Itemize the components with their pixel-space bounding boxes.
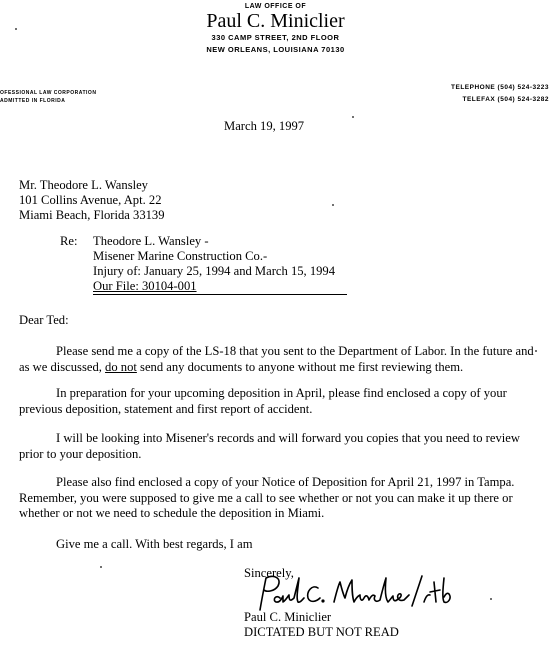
letterhead-address-line1: 330 CAMP STREET, 2ND FLOOR bbox=[211, 33, 340, 42]
scan-speck bbox=[535, 350, 537, 352]
paragraph-4 bbox=[19, 475, 539, 522]
letterhead-law-office: LAW OFFICE OF bbox=[244, 3, 307, 10]
paragraph-1-part-b: send any documents to anyone without me first reviewing them. bbox=[136, 359, 464, 374]
signer-name: Paul C. Miniclier bbox=[244, 610, 332, 624]
paragraph-2-text: In preparation for your upcoming deposition in April, please find enclosed a copy of your previous deposition, statement and first report of accident. bbox=[19, 386, 507, 416]
scan-speck bbox=[332, 204, 334, 206]
handwritten-signature bbox=[252, 570, 462, 615]
paragraph-1-underlined: do not bbox=[105, 359, 137, 374]
paragraph-5-text: Give me a call. With best regards, I am bbox=[56, 537, 253, 551]
paragraph-1-part-a: Please send me a copy of the LS-18 that you sent to the Department of Labor. In the future and as we discussed, bbox=[19, 344, 534, 374]
re-line3: Injury of: January 25, 1994 and March 15, 1994 bbox=[93, 264, 336, 278]
recipient-street: 101 Collins Avenue, Apt. 22 bbox=[19, 193, 162, 207]
telefax-number: TELEFAX (504) 524-3282 bbox=[462, 96, 549, 103]
paragraph-3 bbox=[19, 431, 539, 462]
re-label: Re: bbox=[60, 234, 78, 248]
telephone-number: TELEPHONE (504) 524-3223 bbox=[451, 84, 549, 91]
letterhead-address-line2: NEW ORLEANS, LOUISIANA 70130 bbox=[206, 45, 345, 54]
scan-speck bbox=[100, 566, 102, 568]
corp-note-line2: ADMITTED IN FLORIDA bbox=[0, 98, 66, 104]
scan-speck bbox=[15, 28, 17, 30]
paragraph-3-text: I will be looking into Misener's records and will forward you copies that you need to review prior to your deposition. bbox=[19, 431, 520, 461]
closing-sincerely: Sincerely, bbox=[244, 566, 294, 580]
corp-note-line1: OFESSIONAL LAW CORPORATION bbox=[0, 90, 97, 96]
re-block bbox=[93, 234, 335, 294]
dictated-note: DICTATED BUT NOT READ bbox=[244, 625, 399, 639]
paragraph-1 bbox=[19, 344, 539, 375]
file-underline bbox=[93, 294, 347, 295]
recipient-name: Mr. Theodore L. Wansley bbox=[19, 178, 148, 192]
scan-speck bbox=[352, 116, 354, 118]
recipient-address bbox=[19, 178, 165, 223]
paragraph-5 bbox=[19, 537, 539, 553]
scan-speck bbox=[490, 598, 492, 600]
re-line2: Misener Marine Construction Co.- bbox=[93, 249, 268, 263]
paragraph-2 bbox=[19, 386, 539, 417]
paragraph-4-text: Please also find enclosed a copy of your Notice of Deposition for April 21, 1997 in Tampa. Remember, you were supposed to give me a call to see whether or not you can make it up there or whether or not we need to schedule the deposition in Miami. bbox=[19, 475, 515, 520]
recipient-city: Miami Beach, Florida 33139 bbox=[19, 208, 165, 222]
re-line1: Theodore L. Wansley - bbox=[93, 234, 209, 248]
letterhead-name: Paul C. Miniclier bbox=[206, 10, 345, 32]
re-our-file: Our File: 30104-001 bbox=[93, 279, 197, 293]
letter-date: March 19, 1997 bbox=[224, 119, 305, 133]
salutation: Dear Ted: bbox=[19, 313, 69, 327]
